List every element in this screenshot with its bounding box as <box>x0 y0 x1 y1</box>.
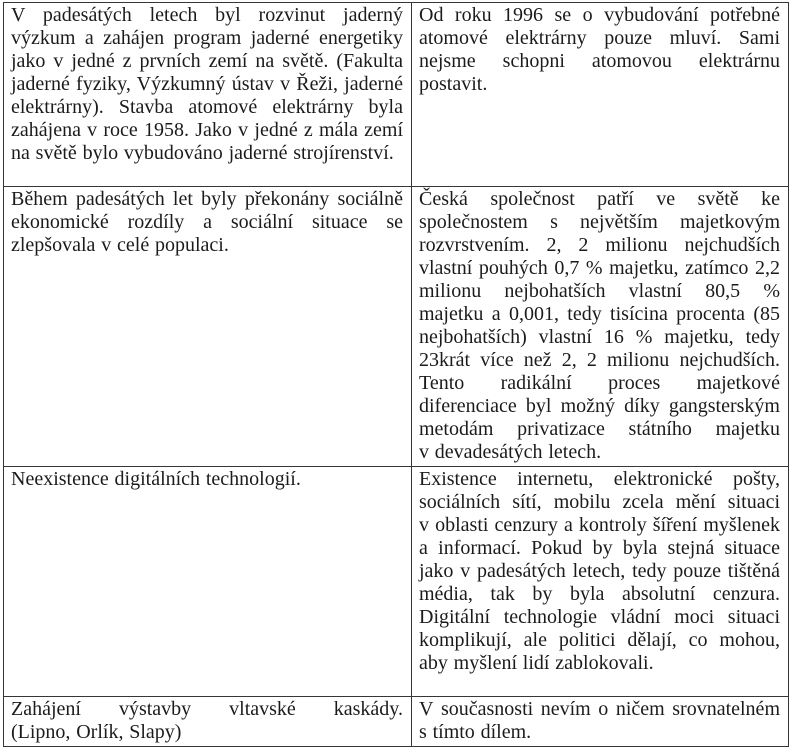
cell-row2-left: Během padesátých let byly překonány sociálně ekonomické rozdíly a sociální situace se zlepšovala v celé populaci. <box>4 187 412 467</box>
cell-row1-right: Od roku 1996 se o vybudování potřebné atomové elektrárny pouze mluví. Sami nejsme schopni atomovou elektrárnu postavit. <box>412 3 789 187</box>
cell-row4-right: V současnosti nevím o ničem srovnatelném s tímto dílem. <box>412 697 789 747</box>
cell-row2-right: Česká společnost patří ve světě ke společnostem s největším majetkovým rozvrstvením. 2, 2 milionu nejchudších vlastní pouhých 0,7 % majetku, zatímco 2,2 milionu nejbohatších vlastní 80,5 % majetku a 0,001, tedy tisícina procenta (85 nejbohatších) vlastní 16 % majetku, tedy 23krát více než 2, 2 milionu nejchudších. Tento radikální proces majetkové diferenciace byl možný díky gangsterským metodám privatizace státního majetku v devadesátých letech. <box>412 187 789 467</box>
cell-row4-left-line1: Zahájení výstavby vltavské kaskády. <box>11 698 403 720</box>
table-row <box>4 3 789 187</box>
cell-row3-left: Neexistence digitálních technologií. <box>4 467 412 697</box>
table-row <box>4 187 789 467</box>
cell-row4-left <box>4 697 412 747</box>
table-row <box>4 467 789 697</box>
cell-row4-left-line2: (Lipno, Orlík, Slapy) <box>11 721 182 743</box>
cell-row1-left: V padesátých letech byl rozvinut jaderný výzkum a zahájen program jaderné energetiky jako v jedné z prvních zemí na světě. (Fakulta jaderné fyziky, Výzkumný ústav v Řeži, jaderné elektrárny). Stavba atomové elektrárny byla zahájena v roce 1958. Jako v jedné z mála zemí na světě bylo vybudováno jaderné strojírenství. <box>4 3 412 187</box>
cell-row3-right: Existence internetu, elektronické pošty, sociálních sítí, mobilu zcela mění situaci v oblasti cenzury a kontroly šíření myšlenek a informací. Pokud by byla stejná situace jako v padesátých letech, tedy pouze tištěná média, tak by byla absolutní cenzura. Digitální technologie vládní moci situaci komplikují, ale politici dělají, co mohou, aby myšlení lidí zablokovali. <box>412 467 789 697</box>
table-row <box>4 697 789 747</box>
comparison-table <box>3 2 789 747</box>
